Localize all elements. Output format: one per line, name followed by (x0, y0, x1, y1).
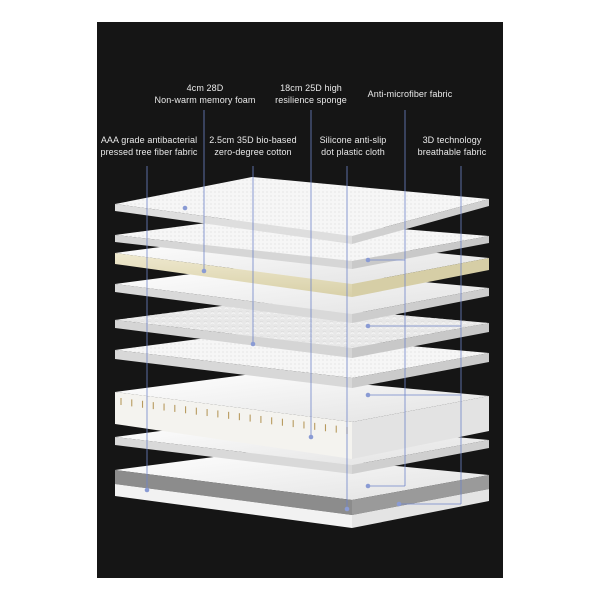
label-microfiber: Anti-microfiber fabric (367, 89, 453, 99)
label-cotton: 2.5cm 35D bio-based zero-degree cotton (209, 135, 297, 157)
label-silicone: Silicone anti-slip dot plastic cloth (319, 135, 387, 157)
label-sponge: 18cm 25D high resilience sponge (275, 83, 347, 105)
label-breathable: 3D technology breathable fabric (417, 135, 487, 157)
label-antibacterial: AAA grade antibacterial pressed tree fiber fabric (100, 135, 198, 157)
product-panel (97, 22, 503, 578)
label-memory-foam: 4cm 28D Non-warm memory foam (154, 83, 256, 105)
